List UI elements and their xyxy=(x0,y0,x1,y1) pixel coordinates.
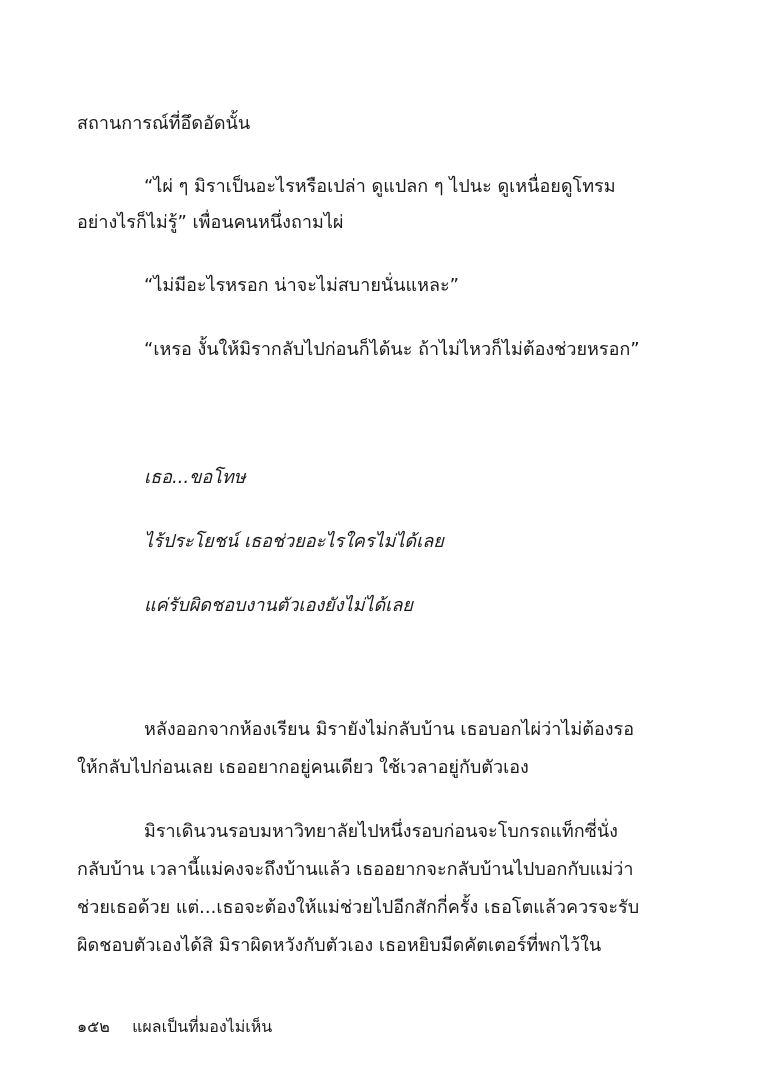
body-line-2: “ไผ่ ๆ มิราเป็นอะไรหรือเปล่า ดูแปลก ๆ ไปนะ ดูเหนื่อยดูโทรม xyxy=(144,176,616,197)
body-line-5: “เหรอ งั้นให้มิรากลับไปก่อนก็ได้นะ ถ้าไม่ไหวก็ไม่ต้องช่วยหรอก” xyxy=(144,339,640,360)
body-line-10: ให้กลับไปก่อนเลย เธออยากอยู่คนเดียว ใช้เวลาอยู่กับตัวเอง xyxy=(77,757,529,778)
body-line-11: มิราเดินวนรอบมหาวิทยาลัยไปหนึ่งรอบก่อนจะโบกรถแท็กซี่นั่ง xyxy=(144,821,618,842)
body-line-9: หลังออกจากห้องเรียน มิรายังไม่กลับบ้าน เธอบอกไผ่ว่าไม่ต้องรอ xyxy=(144,719,635,740)
body-line-3: อย่างไรก็ไม่รู้” เพื่อนคนหนึ่งถามไผ่ xyxy=(77,212,344,233)
italic-line-3: แค่รับผิดชอบงานตัวเองยังไม่ได้เลย xyxy=(144,595,413,616)
page-number: ๑๕๒ xyxy=(77,1017,110,1036)
body-line-4: “ไม่มีอะไรหรอก น่าจะไม่สบายนั่นแหละ” xyxy=(144,275,459,296)
italic-line-2: ไร้ประโยชน์ เธอช่วยอะไรใครไม่ได้เลย xyxy=(144,531,444,552)
body-line-14: ผิดชอบตัวเองได้สิ มิราผิดหวังกับตัวเอง เธอหยิบมีดคัตเตอร์ที่พกไว้ใน xyxy=(77,935,602,956)
body-line-12: กลับบ้าน เวลานี้แม่คงจะถึงบ้านแล้ว เธออยากจะกลับบ้านไปบอกกับแม่ว่า xyxy=(77,859,634,880)
running-title: แผลเป็นที่มองไม่เห็น xyxy=(132,1017,273,1036)
italic-line-1: เธอ...ขอโทษ xyxy=(144,467,246,488)
body-line-13: ช่วยเธอด้วย แต่...เธอจะต้องให้แม่ช่วยไปอีกสักกี่ครั้ง เธอโตแล้วควรจะรับ xyxy=(77,897,640,918)
page-footer xyxy=(77,1016,272,1038)
body-line-1: สถานการณ์ที่อึดอัดนั้น xyxy=(77,113,251,134)
